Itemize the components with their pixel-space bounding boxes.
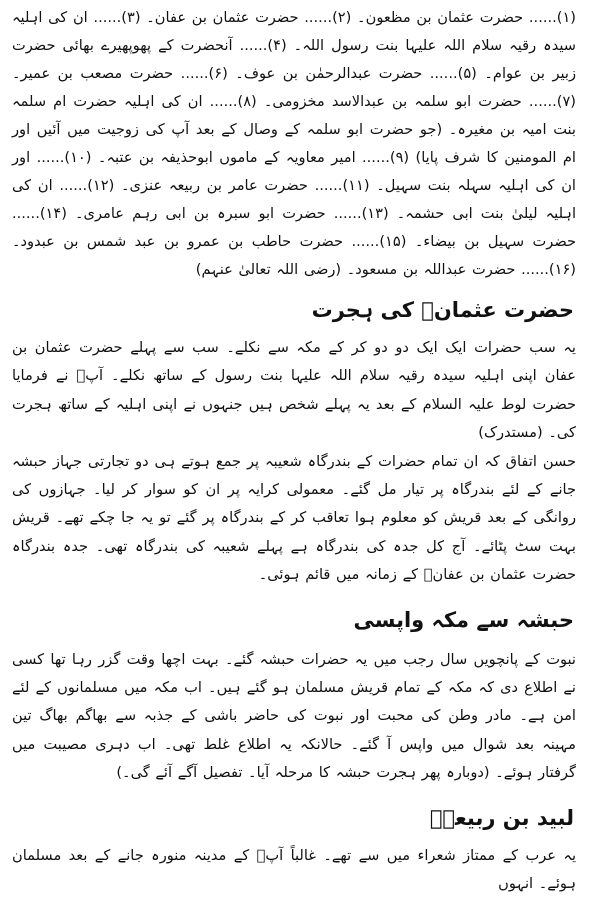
labid-paragraph: یہ عرب کے ممتاز شعراء میں سے تھے۔ غالباً آپؐ کے مدینہ منورہ جانے کے بعد مسلمان ہوئے۔ انہوں: [12, 846, 576, 893]
section-heading-uthman-migration: حضرت عثمانؓ کی ہجرت: [311, 298, 574, 322]
migration-paragraph: یہ سب حضرات ایک ایک دو دو کر کے مکہ سے نکلے۔ سب سے پہلے حضرت عثمان بن عفان اپنی اہلیہ سیدہ رقیہ سلام اللہ علیہا بنت رسول کے ساتھ نکلے۔ آپؐ نے فرمایا حضرت لوط علیہ السلام کے بعد یہ پہلے شخص ہیں جنہوں نے اپنی اہلیہ کے ساتھ ہجرت کی۔ (مستدرک): [12, 339, 576, 442]
port-paragraph: حسن اتفاق کہ ان تمام حضرات کے بندرگاہ شعیبہ پر جمع ہوتے ہی دو تجارتی جہاز حبشہ جانے کے لئے بندرگاہ پر تیار مل گئے۔ معمولی کرایہ پر ان کو سوار کر لیا۔ جہازوں کی روانگی کے بعد قریش کو معلوم ہوا تعاقب کر کے بندرگاہ پر گئے تو یہ جا چکے تھے۔ قریش بہت سٹ پٹائے۔ آج کل جدہ کی بندرگاہ ہے پہلے شعیبہ کی بندرگاہ تھی۔ جدہ بندرگاہ حضرت عثمان بن عفانؓ کے زمانہ میں قائم ہوئی۔: [12, 452, 576, 584]
section-heading-labid: لبید بن ربیعہؓ: [429, 805, 574, 830]
companions-list-paragraph: (۱)...... حضرت عثمان بن مظعون۔ (۲)...... حضرت عثمان بن عفان۔ (۳)...... ان کی اہلیہ سیدہ رقیہ سلام اللہ علیہا بنت رسول اللہ۔ (۴)...... آنحضرت کے پھوپھیرے بھائی حضرت زبیر بن عوام۔ (۵)...... حضرت عبدالرحمٰن بن عوف۔ (۶)...... حضرت مصعب بن عمیر۔ (۷)...... حضرت ابو سلمہ بن عبدالاسد مخزومی۔ (۸)...... ان کی اہلیہ حضرت ام سلمہ بنت امیہ بن مغیرہ۔ (جو حضرت ابو سلمہ کے وصال کے بعد آپ کی زوجیت میں آئیں اور ام المومنین کا شرف پایا) (۹)...... امیر معاویہ کے ماموں ابوحذیفہ بن عتبہ۔ (۱۰)...... اور ان کی اہلیہ سہلہ بنت سہیل۔ (۱۱)...... حضرت عامر بن ربیعہ عنزی۔ (۱۲)...... ان کی اہلیہ لیلیٰ بنت ابی حشمہ۔ (۱۳)...... حضرت ابو سبرہ بن ابی رہم عامری۔ (۱۴)...... حضرت سہیل بن بیضاء۔ (۱۵)...... حضرت حاطب بن عمرو بن عبد شمس بن عبدود۔ (۱۶)...... حضرت عبداللہ بن مسعود۔ (رضی اللہ تعالیٰ عنہم): [12, 9, 577, 278]
section-heading-return-to-mecca: حبشہ سے مکہ واپسی: [353, 607, 574, 632]
return-paragraph: نبوت کے پانچویں سال رجب میں یہ حضرات حبشہ گئے۔ بہت اچھا وقت گزر رہا تھا کسی نے اطلاع دی کہ مکہ کے تمام قریش مسلمان ہو گئے ہیں۔ اب مکہ میں مسلمانوں کے لئے امن ہے۔ مادر وطن کی محبت اور نبوت کی حاضر باشی کے جذبہ سے بھاگم بھاگ تین مہینہ بعد شوال میں واپس آ گئے۔ حالانکہ یہ اطلاع غلط تھی۔ اب دہری مصیبت میں گرفتار ہوئے۔ (دوبارہ پھر ہجرت حبشہ کا مرحلہ آیا۔ تفصیل آگے آئے گی۔): [12, 650, 576, 782]
